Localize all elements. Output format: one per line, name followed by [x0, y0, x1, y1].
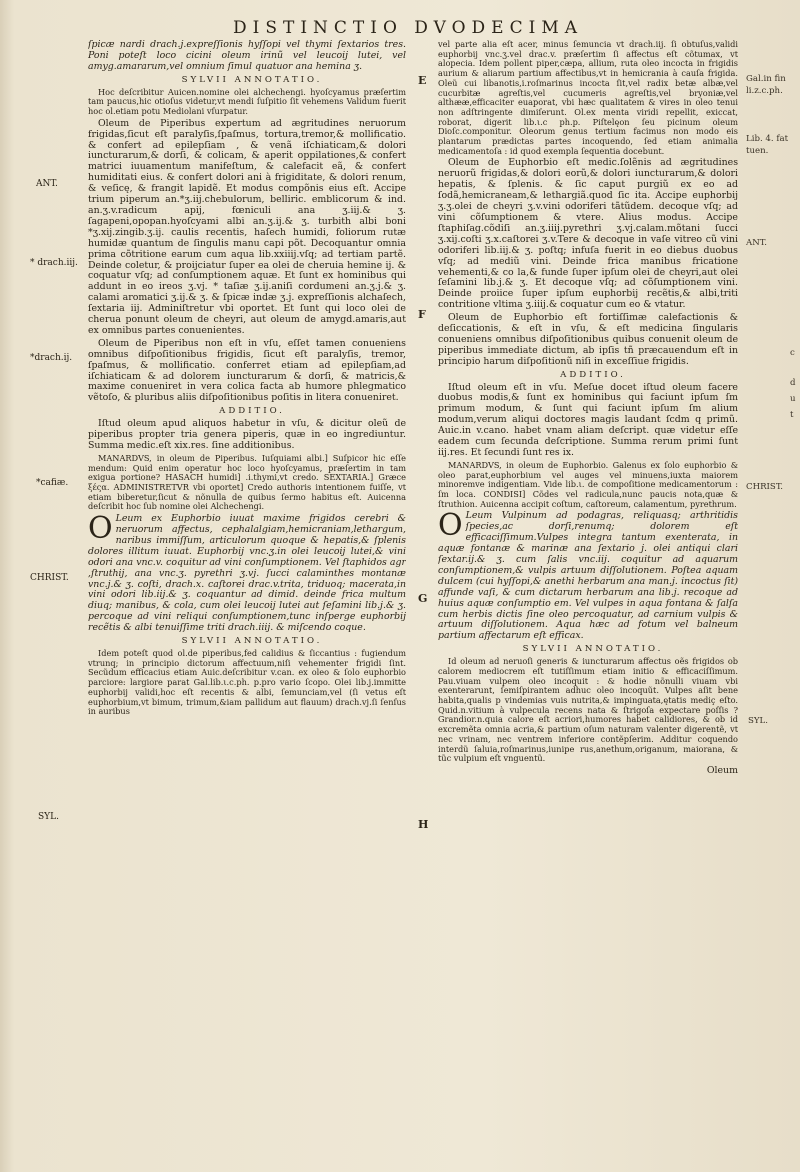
manardus-paragraph: MANARDVS, in oleum de Piperibus. Iuſquiami albi.] Suſpicor hic eſſe mendum: Quid enim operatur hoc loco hyoſcyamus, præſertim in tam exigua portione? HASACH humidi] .i.thymi,vt credo. SEXTARIA.] Græce ξέςα. ADMINISTRETVR vbi oportet] Credo authoris intentionem fuiſſe, vt etiam biberetur,ſicut & nõnulla de quibus ſermo habitus eſt. Auicenna deſcribit hoc ſub nomine olei Alchechengi.: [88, 452, 406, 512]
margin-note-gal: Gal.in fin: [746, 74, 786, 84]
additio-heading: ADDITIO.: [219, 406, 285, 417]
running-header: DISTINCTIO DVODECIMA: [232, 18, 583, 38]
manardus-paragraph-2: MANARDVS, in oleum de Euphorbio. Galenus ex ſolo euphorbio & oleo parat,euphorbium vel auges vel minuens,iuxta maiorem minoremve indigentiam. Vide lib.ι. de compoſitione medicamentorum : ſm loca. CONDISI] Cõdes vel radicula,nunc paucis nota,quæ & ſtruthion. Auicenna accipit coſtum, caſtoreum, calamentum, pyrethrum.: [438, 459, 738, 509]
margin-note-lib: Lib. 4. fat: [746, 134, 789, 144]
additio-paragraph: Iſtud oleum apud aliquos habetur in vſu, & dicitur oleũ de piperibus propter tria genera piperis, quæ in eo ingrediuntur. Summa medic.eſt xix.res. ſine additionibus.: [88, 418, 406, 452]
annotation-continuation: vel parte alia eſt acer, minus ſemuncia vt drach.iij. ſi obtuſus,validi euphorbij vnc.ʒ.vel drac.v. præſertim ſi affectus eſt cõtumax, vt alopecia. Idem pollent piper,cæpa, allium, ruta oleo incocta in frigidis aurium & aliarum partium affectibus,vt in hemicrania à cauſa frigida. Oleũ cui libanotis,i.roſmarinus incocta ſit,vel radix betæ albæ,vel cucurbitæ agreſtis,vel cucumeris agreſtis,vel bryoniæ,vel althææ,efficaciter euaporat, vbi hæc qualitatem & vires in oleo tenui non adſtringente dimiſerunt. Ol.ex menta viridi repellit, exiccat, roborat, digerit lib.ι.c ph.p. Piſtelęon ſeu picinum oleum Dioſc.componitur. Oleorum genus tertium facimus non modo eis plantarum prædictas partes incoquendo, ſed etiam animalia medicamentoſa : id quod exempla ſequentia docebunt.: [438, 40, 738, 156]
drop-cap-o: O: [88, 511, 113, 547]
euphorbium-recipe-paragraph: O Leum ex Euphorbio iuuat maxime frigidos cerebri & neruorum affectus, cephalalgiam,hemicraniam,lethargum, naribus immiſſum, articulorum quoque & hepatis,& ſplenis dolores illitum iuuat. Euphorbij vnc.ʒ.in olei leucoij lutei,& vini odori ana vnc.v. coquitur ad vini conſumptionem. Vel ſtaphidos agr ,ſtruthij, ana vnc.ʒ. pyrethri ʒ.vj. ſucci calaminthes montanæ vnc.j.& ʒ. coſti, drach.x. caſtorei drac.v.trita, triduoq; macerata,in vini odori lib.iij.& ʒ. coquantur ad dimid. deinde frica multum diuq; manibus, & cola, cum olei leucoij lutei aut ſeſamini lib.j.& ʒ. percoque ad vini reliqui conſumptionem,tunc inſperge euphorbij recẽtis & albi tenuiſſime triti drach.iiij. & miſcendo coque.: [88, 511, 406, 634]
annotation-paragraph: Hoc deſcribitur Auicen.nomine olei alchechengi. hyoſcyamus præſertim tam paucus,hic otioſus videtur,vt mendi ſuſpitio ſit vehemens Validum fuerit hoc ol.etiam potu Mediolani vſurpatur.: [88, 86, 406, 117]
margin-note-cafiae: *cafiæ.: [36, 478, 69, 488]
margin-fragment-u: u: [790, 394, 796, 404]
oleum-de-euphorbio-paragraph: Oleum de Euphorbio eſt medic.ſolẽnis ad ægritudines neruorũ frigidas,& dolori eorũ,& dolori iuncturarum,& dolori hepatis, & ſplenis. & ſic caput purgiũ ex eo ad ſodã,hemicraneam,& lethargiã.quod ſic ita. Accipe euphorbij ʒ.ʒ.olei de cheyri ʒ.v.vini odoriferi tãtũdem. decoque vſq; ad vini cõſumptionem & vtere. Alius modus. Accipe ſtaphiſag.cõdiſi an.ʒ.iiij.pyrethri ʒ.vj.calam.mõtani ſucci ʒ.xij.coſti ʒ.x.caſtorei ʒ.v.Tere & decoque in vaſe vitreo cũ vini odoriferi lib.iij.& ʒ. poſtq; infuſa fuerit in eo diebus duobus vſq; ad mediũ vini. Deinde frica manibus fricatione vehementi,& co la,& funde ſuper ipſum olei de cheyri,aut olei ſeſamini lib.j.& ʒ. Et decoque vſq; ad cõſumptionem vini. Deinde proiice ſuper ipſum euphorbij recẽtis,& albi,triti contritione vltima ʒ.iiij.& coquatur cum eo & vtatur.: [438, 157, 738, 311]
annotation-heading-sylvius: SYLVII ANNOTATIO.: [181, 74, 323, 85]
margin-note-christ: CHRIST.: [30, 573, 69, 583]
christ-commentary-paragraph: Oleum de Piperibus non eſt in vſu, eſſet tamen conueniens omnibus diſpoſitionibus frigidis, ſicut eſt paralyſis, tremor, ſpaſmus, & mollificatio. conferret etiam ad epilepſiam,ad iſchiaticam & ad dolorem iuncturarum & dorſi, & matricis,& maxime conueniret in vera colica facta ab humore phlegmatico vẽtoſo, & pluribus aliis diſpoſitionibus poſitis in litera conueniret.: [88, 337, 406, 404]
gutter-letter-e: E: [418, 74, 427, 87]
annotation-paragraph-3: Id oleum ad neruoſi generis & iuncturarum affectus oẽs frigidos ob calorem mediocrem eſt tutiſſimum etiam initio & efficaciſſimum. Pau.viuam vulpem oleo incoquit : & hodie nõnulli viuam vbi exenterarunt, ſemiſpirantem adhuc oleo incoquũt. Vulpes aſit bene habita,qualis p vindemias vuis nutrita,& impinguata,ętatis mediç eſto. Quid.n.vitium à vulpecula recens nata & ſtrigoſa expectare poſſis ? Grandior.n.quia calore eſt acriori,humores habet calidiores, & ob id excremẽta omnia acria,& partium oſum naturam valenter digerentẽ, vt nec vrinam, nec ventrem inferiore contẽpſerim. Additur coquendo interdũ ſaluia,roſmarinus,iunipe rus,anethum,origanum, maiorana, & tũc vulpium eſt vnguentũ.: [438, 656, 738, 764]
annotation-heading-sylvius-2: SYLVII ANNOTATIO.: [181, 636, 323, 647]
oleum-de-piperibus-paragraph: Oleum de Piperibus expertum ad ægritudines neruorum frigidas,ſicut eſt paralyſis,ſpaſmus, tortura,tremor,& mollificatio. & confert ad epilepſiam , & venã iſchiaticam,& dolori iuncturarum,& dorſi, & colicam, & aperit oppilationes,& confert matrici iuuamentum manifeſtum, & calefacit eã, & confert humiditati eius. & confert dolori ani à frigiditate, & dolori renum, & veſicę, & frangit lapidẽ. Et modus compõnis eius eſt. Accipe trium piperum an.*ʒ.iij.chebulorum, belliric. emblicorum & ind. an.ʒ.v.radicum apij, fœniculi ana ʒ.iij.& ʒ. ſagapeni,opopan.hyoſcyami albi an.ʒ.ij.& ʒ. turbith albi boni *ʒ.xij.zingib.ʒ.ij. caulis recentis, haſech humidi, foliorum rutæ humidæ quantum de ſingulis manu capi põt. Decoquantur omnia prima cõtritione earum cum aqua lib.xxiiij.vſq; ad tertiam partẽ. Deinde coletur, & proijciatur ſuper ea olei de cheruia hemine ij. & coquatur vſq; ad conſumptionem aquæ. Et ſunt ex hominibus qui addunt in eo ireos ʒ.vj. * taſiæ ʒ.ij.aniſi cordumeni an.ʒ.j.& ʒ. calami aromatici ʒ.ij.& ʒ. & ſpicæ indæ ʒ.j. expreſſionis alchaſech, ſextaria iij. Adminiſtretur vbi oportet. Et ſunt qui loco olei de cherua ponunt oleum de cheyri, aut oleum de amygd.amaris,aut ex omnibus partes conuenientes.: [88, 117, 406, 336]
margin-fragment-d: d: [790, 378, 796, 388]
christ-commentary-paragraph-2: Oleum de Euphorbio eſt fortiſſimæ calefactionis & deſiccationis, & eſt in vſu, & eſt medicina ſingularis conueniens omnibus diſpoſitionibus quibus conuenit oleum de piperibus immediate dictum, ab ipſis tñ præcauendum eſt in principio harum diſpoſitionũ niſi in exceſſiue frigidis.: [438, 312, 738, 367]
margin-note-syl: SYL.: [38, 812, 59, 822]
gutter-letter-f: F: [418, 308, 426, 321]
catchword: Oleum: [706, 764, 738, 776]
margin-fragment-t: t: [790, 410, 794, 420]
margin-note-drach-2: *drach.ij.: [30, 353, 73, 363]
additio-heading-2: ADDITIO.: [560, 369, 626, 380]
margin-note-drach-1: * drach.iij.: [30, 258, 78, 268]
annotation-paragraph-2: Idem poteſt quod ol.de piperibus,fed calidius & ſiccantius : fugiendum vtrunq; in principio dictorum affectuum,niſi vehementer frigidi ſint. Secũdum efficacius etiam Auic.deſcribitur v.can. ex oleo & ſolo euphorbio parciore: largiore parat Gal.lib.ι.c.ph. p.pro vario ſcopo. Olei lib.j.immitte euphorbij validi,hoc eſt recentis & albi, ſemunciam,vel (ſi vetus eſt euphorbium,vt bimum, trimum,&iam pallidum aut flauum) drach.vj.ſi ſenſus in auribus: [88, 648, 406, 717]
margin-fragment-c: c: [790, 348, 795, 358]
recipe-continuation: ſpicæ nardi drach.j.expreſſionis hyſſopi vel thymi ſextarios tres. Poni poteſt loco cicini oleum irinũ vel leucoij lutei, vel amyg.amararum,vel omnium ſimul quatuor ana hemina ʒ.: [88, 40, 406, 72]
margin-note-li: li.z.c.ph.: [746, 86, 783, 96]
margin-note-ant: ANT.: [36, 179, 58, 189]
margin-note-christ-right: CHRIST.: [746, 482, 784, 492]
gutter-letter-h: H: [418, 818, 429, 831]
annotation-heading-sylvius-3: SYLVII ANNOTATIO.: [522, 644, 664, 655]
right-column: [438, 40, 738, 779]
drop-cap-o-2: O: [438, 508, 463, 544]
left-column: [88, 40, 406, 719]
margin-note-syl-right: SYL.: [748, 716, 768, 726]
vulpinum-recipe-paragraph: O Leum Vulpinum ad podagras, reliquasq; arthritidis ſpecies,ac dorſi,renumq; dolorem eſt efficaciſſimum.Vulpes integra tantum exenterata, in aquæ fontanæ & marinæ ana ſextario j. olei antiqui clari ſextar.ij.& ʒ. cum ſalis vnc.iij. coquitur ad aquarum conſumptionem,& vulpis artuum diſſolutionem. Poſtea aquam dulcem (cui hyſſopi,& anethi herbarum ana man.j. incoctus ſit) affunde vaſi, & cum dictarum herbarum ana lib.j. recoque ad huius aquæ conſumptio em. Vel vulpes in aqua fontana & ſalſa cum herbis dictis ſine oleo percoquatur, ad carnium vulpis & artuum diſſolutionem. Aqua hæc ad fotum vel balneum partium affectarum eſt efficax.: [438, 508, 738, 642]
additio-paragraph-2: Iſtud oleum eſt in vſu. Meſue docet iſtud oleum facere duobus modis,& ſunt ex hominibus qui faciunt ipſum ſm primum modum, & ſunt qui faciunt ipſum ſm alium modum,verum aliqui doctores magis laudant ſcdm q primũ. Auic.in v.cano. habet vnam aliam deſcript. quæ videtur eſſe eadem cum ſecunda deſcriptione. Summa rerum primi ſunt iij.res. Et ſecundi ſunt res ix.: [438, 381, 738, 458]
margin-note-ant-right: ANT.: [746, 238, 767, 248]
margin-note-tuen: tuen.: [746, 146, 769, 156]
gutter-letter-g: G: [418, 592, 428, 605]
